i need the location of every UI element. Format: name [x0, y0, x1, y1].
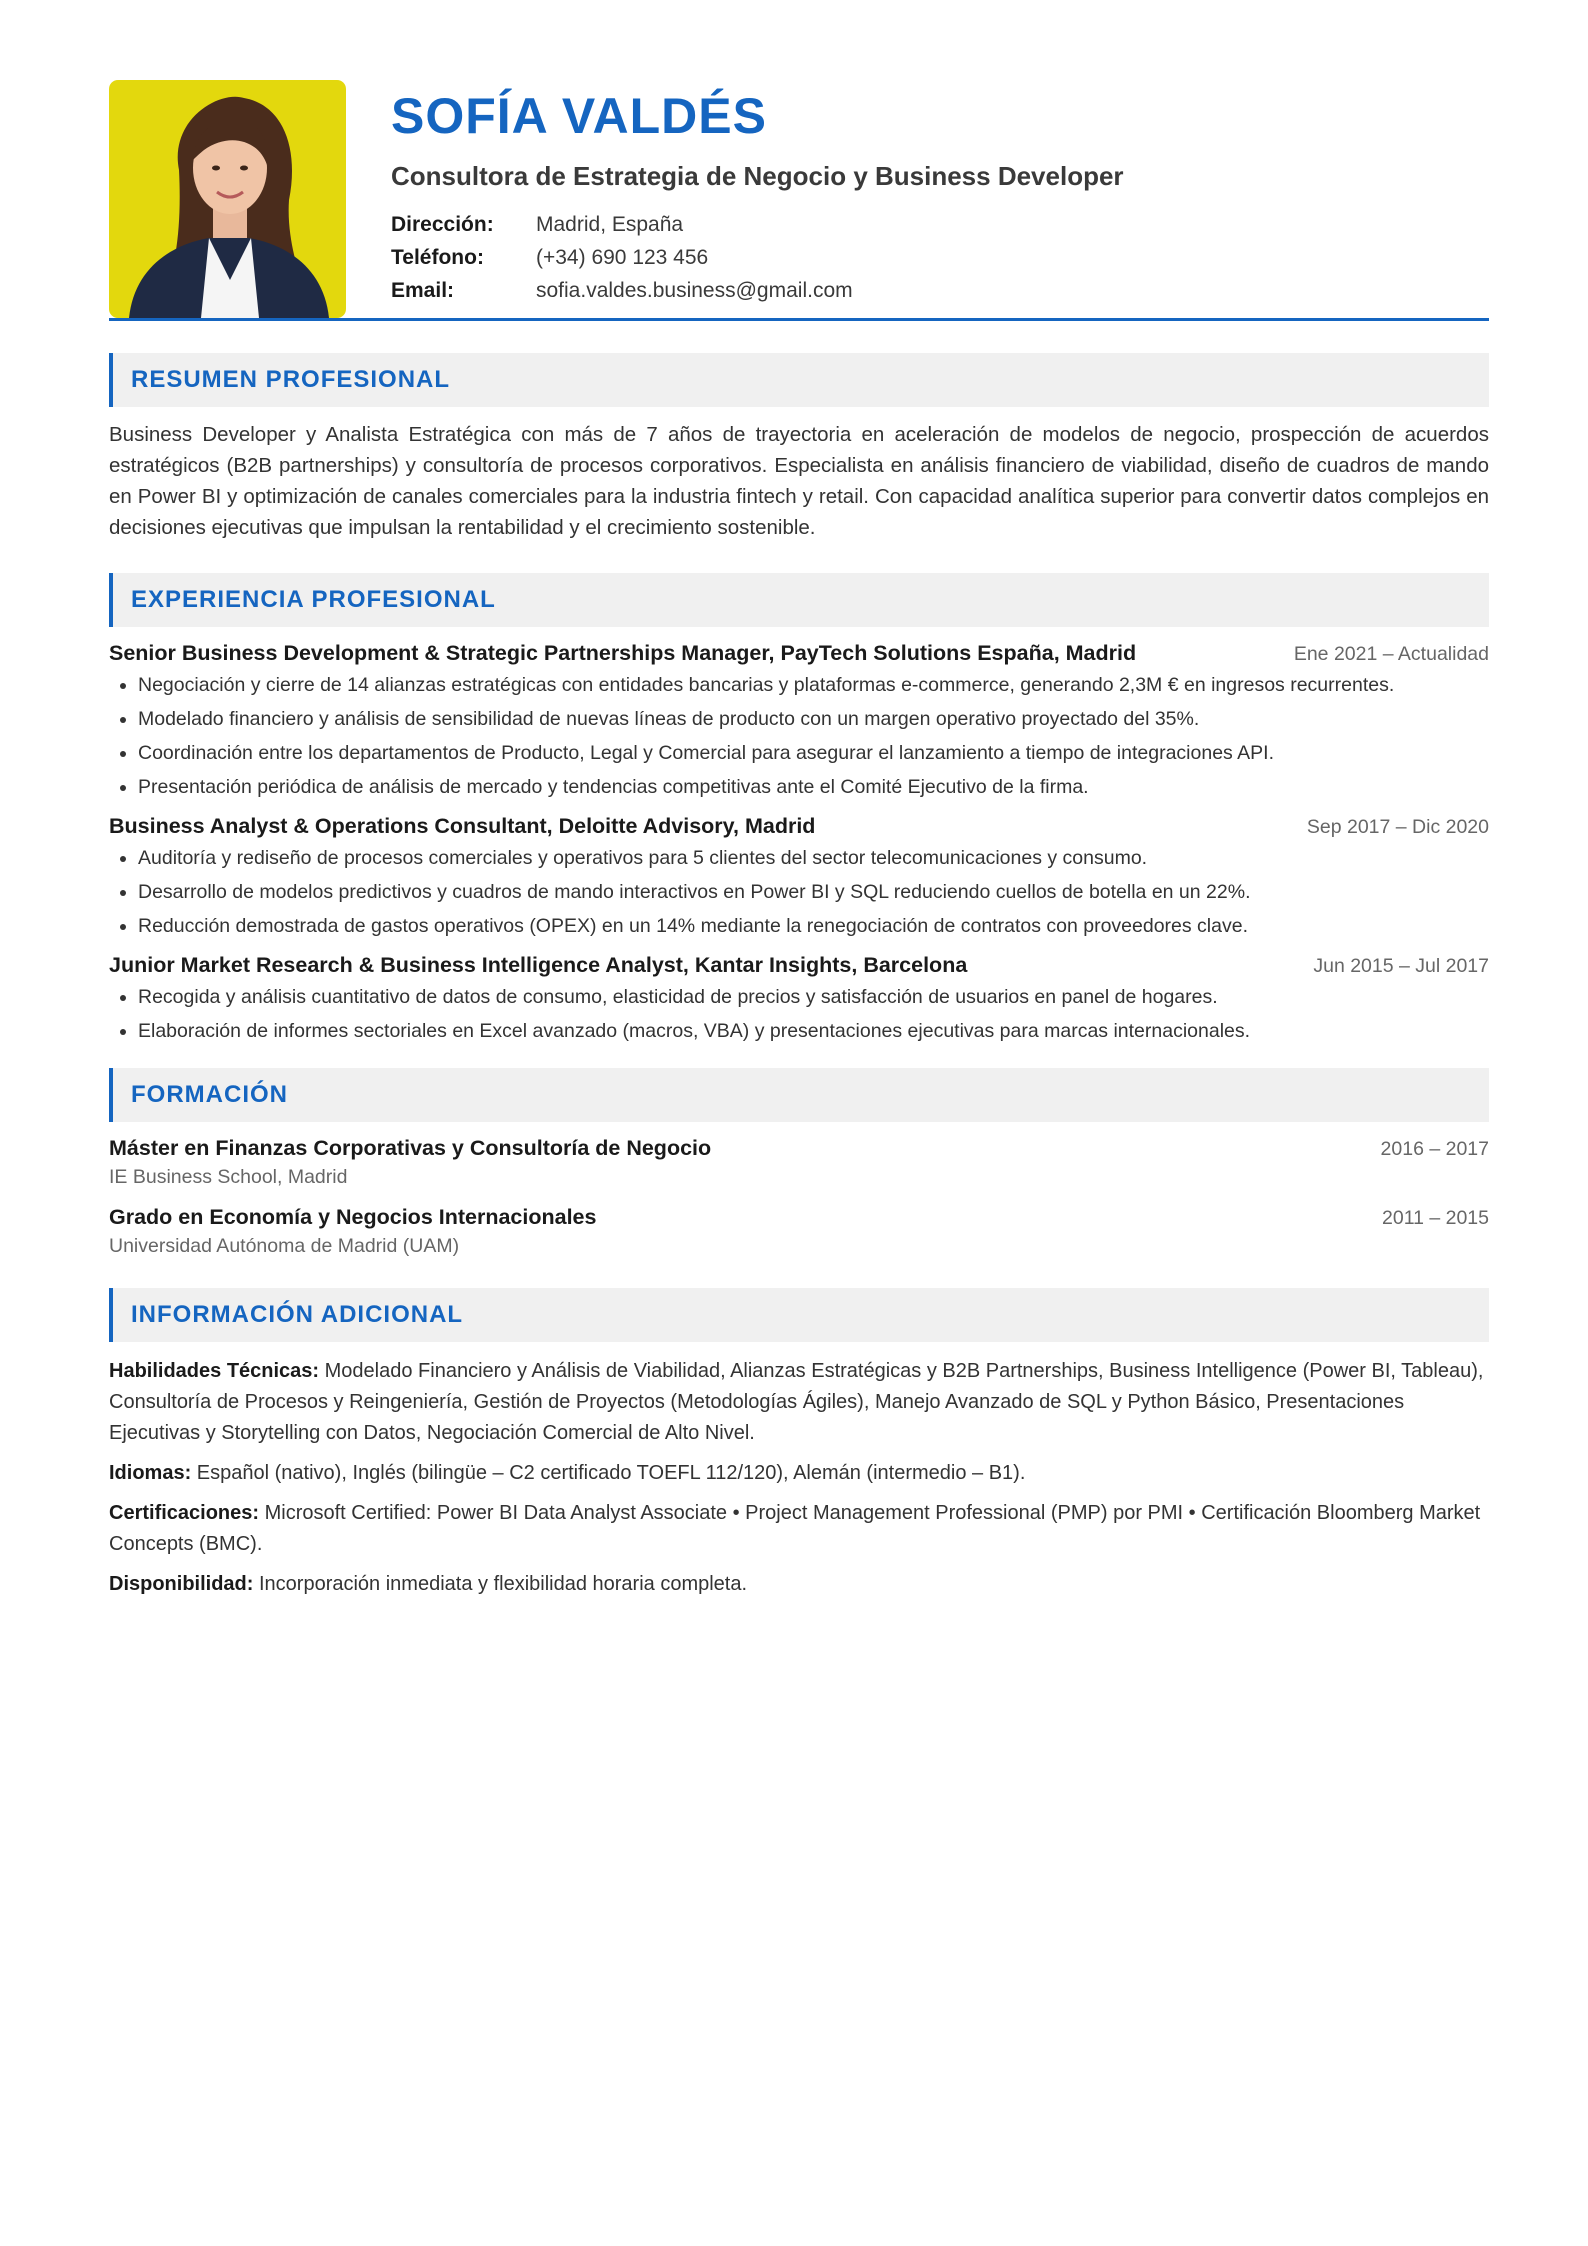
header-text: [391, 80, 1489, 307]
job-date: Ene 2021 – Actualidad: [1293, 643, 1489, 665]
section-header-education: [109, 1068, 1489, 1122]
education-date: 2011 – 2015: [1382, 1207, 1489, 1229]
section-header-additional: [109, 1288, 1489, 1342]
contact-value: Madrid, España: [536, 213, 684, 236]
section-title: FORMACIÓN: [131, 1081, 288, 1108]
bullet-item: • Presentación periódica de análisis de mercado y tendencias competitivas ante el Comité Ejecutivo de la firma.: [138, 772, 1489, 802]
contact-address: [391, 208, 1489, 241]
bullet-item: • Reducción demostrada de gastos operativos (OPEX) en un 14% mediante la renegociación de contratos con proveedores clave.: [138, 911, 1489, 941]
section-title: INFORMACIÓN ADICIONAL: [131, 1301, 464, 1328]
contact-label: Email:: [391, 279, 455, 302]
section-header-experience: [109, 573, 1489, 627]
info-availability: [109, 1569, 1489, 1600]
contact-label: Teléfono:: [391, 246, 484, 269]
section-title: RESUMEN PROFESIONAL: [131, 366, 451, 393]
resume-page: [109, 80, 1489, 1609]
job-entry: [109, 814, 1489, 941]
degree-title: Máster en Finanzas Corporativas y Consultoría de Negocio: [109, 1136, 712, 1160]
job-entry: [109, 641, 1489, 802]
contact-label: Dirección:: [391, 213, 494, 236]
job-title: Senior Business Development & Strategic Partnerships Manager, PayTech Solutions España, Madrid: [109, 641, 1137, 665]
job-entry: [109, 953, 1489, 1046]
contact-list: [391, 208, 1489, 307]
contact-value: sofia.valdes.business@gmail.com: [536, 279, 853, 302]
contact-email: [391, 274, 1489, 307]
candidate-subtitle: Consultora de Estrategia de Negocio y Business Developer: [391, 161, 1124, 191]
profile-photo: [109, 80, 346, 318]
bullet-item: • Negociación y cierre de 14 alianzas estratégicas con entidades bancarias y plataformas e-commerce, generando 2,3M € en ingresos recurrentes.: [138, 670, 1489, 700]
education-entry: [109, 1205, 1489, 1258]
degree-title: Grado en Economía y Negocios Internacionales: [109, 1205, 597, 1229]
school-name: Universidad Autónoma de Madrid (UAM): [109, 1235, 460, 1257]
school-name: IE Business School, Madrid: [109, 1166, 348, 1188]
job-bullets: [109, 982, 1489, 1046]
contact-value: (+34) 690 123 456: [536, 246, 709, 269]
candidate-name: SOFÍA VALDÉS: [391, 88, 767, 144]
bullet-item: • Recogida y análisis cuantitativo de datos de consumo, elasticidad de precios y satisfacción de usuarios en panel de hogares.: [138, 982, 1489, 1012]
bullet-item: • Coordinación entre los departamentos de Producto, Legal y Comercial para asegurar el lanzamiento a tiempo de integraciones API.: [138, 738, 1489, 768]
info-text: Modelado Financiero y Análisis de Viabilidad, Alianzas Estratégicas y B2B Partnerships, Business Intelligence (Power BI, Tableau), Consultoría de Procesos y Reingeniería, Gestión de Proyectos (Metodologías Ágiles), Manejo Avanzado de SQL y Python Básico, Presentaciones Ejecutivas y Storytelling con Datos, Negociación Comercial de Alto Nivel.: [109, 1360, 1484, 1444]
job-title: Junior Market Research & Business Intelligence Analyst, Kantar Insights, Barcelona: [109, 953, 968, 977]
job-bullets: [109, 670, 1489, 802]
section-header-summary: [109, 353, 1489, 407]
info-label: Habilidades Técnicas:: [109, 1360, 320, 1382]
info-certifications: [109, 1498, 1489, 1560]
info-text: Incorporación inmediata y flexibilidad horaria completa.: [253, 1573, 748, 1595]
bullet-item: • Elaboración de informes sectoriales en Excel avanzado (macros, VBA) y presentaciones ejecutivas para marcas internacionales.: [138, 1016, 1489, 1046]
bullet-item: • Auditoría y rediseño de procesos comerciales y operativos para 5 clientes del sector telecomunicaciones y consumo.: [138, 843, 1489, 873]
job-header: [109, 814, 1489, 839]
job-header: [109, 641, 1489, 666]
resume-header: [109, 80, 1489, 320]
summary-text: Business Developer y Analista Estratégica con más de 7 años de trayectoria en aceleración de modelos de negocio, prospección de acuerdos estratégicos (B2B partnerships) y consultoría de procesos corporativos. Especialista en análisis financiero de viabilidad, diseño de cuadros de mando en Power BI y optimización de canales comerciales para la industria fintech y retail. Con capacidad analítica superior para convertir datos complejos en decisiones ejecutivas que impulsan la rentabilidad y el crecimiento sostenible.: [109, 423, 1489, 539]
job-title: Business Analyst & Operations Consultant, Deloitte Advisory, Madrid: [109, 814, 816, 838]
info-text: Español (nativo), Inglés (bilingüe – C2 certificado TOEFL 112/120), Alemán (intermedio – B1).: [191, 1462, 1026, 1484]
job-date: Jun 2015 – Jul 2017: [1313, 955, 1489, 977]
education-header: [109, 1205, 1489, 1230]
contact-phone: [391, 241, 1489, 274]
info-label: Idiomas:: [109, 1462, 192, 1484]
info-languages: [109, 1458, 1489, 1489]
info-label: Disponibilidad:: [109, 1573, 254, 1595]
job-date: Sep 2017 – Dic 2020: [1306, 816, 1489, 838]
info-skills: [109, 1356, 1489, 1449]
education-date: 2016 – 2017: [1380, 1138, 1489, 1160]
section-title: EXPERIENCIA PROFESIONAL: [131, 586, 496, 613]
bullet-item: • Desarrollo de modelos predictivos y cuadros de mando interactivos en Power BI y SQL reduciendo cuellos de botella en un 22%.: [138, 877, 1489, 907]
education-entry: [109, 1136, 1489, 1189]
info-text: Microsoft Certified: Power BI Data Analyst Associate • Project Management Professional (PMP) por PMI • Certificación Bloomberg Market Concepts (BMC).: [109, 1502, 1481, 1555]
education-header: [109, 1136, 1489, 1161]
additional-info: [109, 1356, 1489, 1600]
bullet-item: • Modelado financiero y análisis de sensibilidad de nuevas líneas de producto con un margen operativo proyectado del 35%.: [138, 704, 1489, 734]
job-bullets: [109, 843, 1489, 941]
info-label: Certificaciones:: [109, 1502, 260, 1524]
job-header: [109, 953, 1489, 978]
